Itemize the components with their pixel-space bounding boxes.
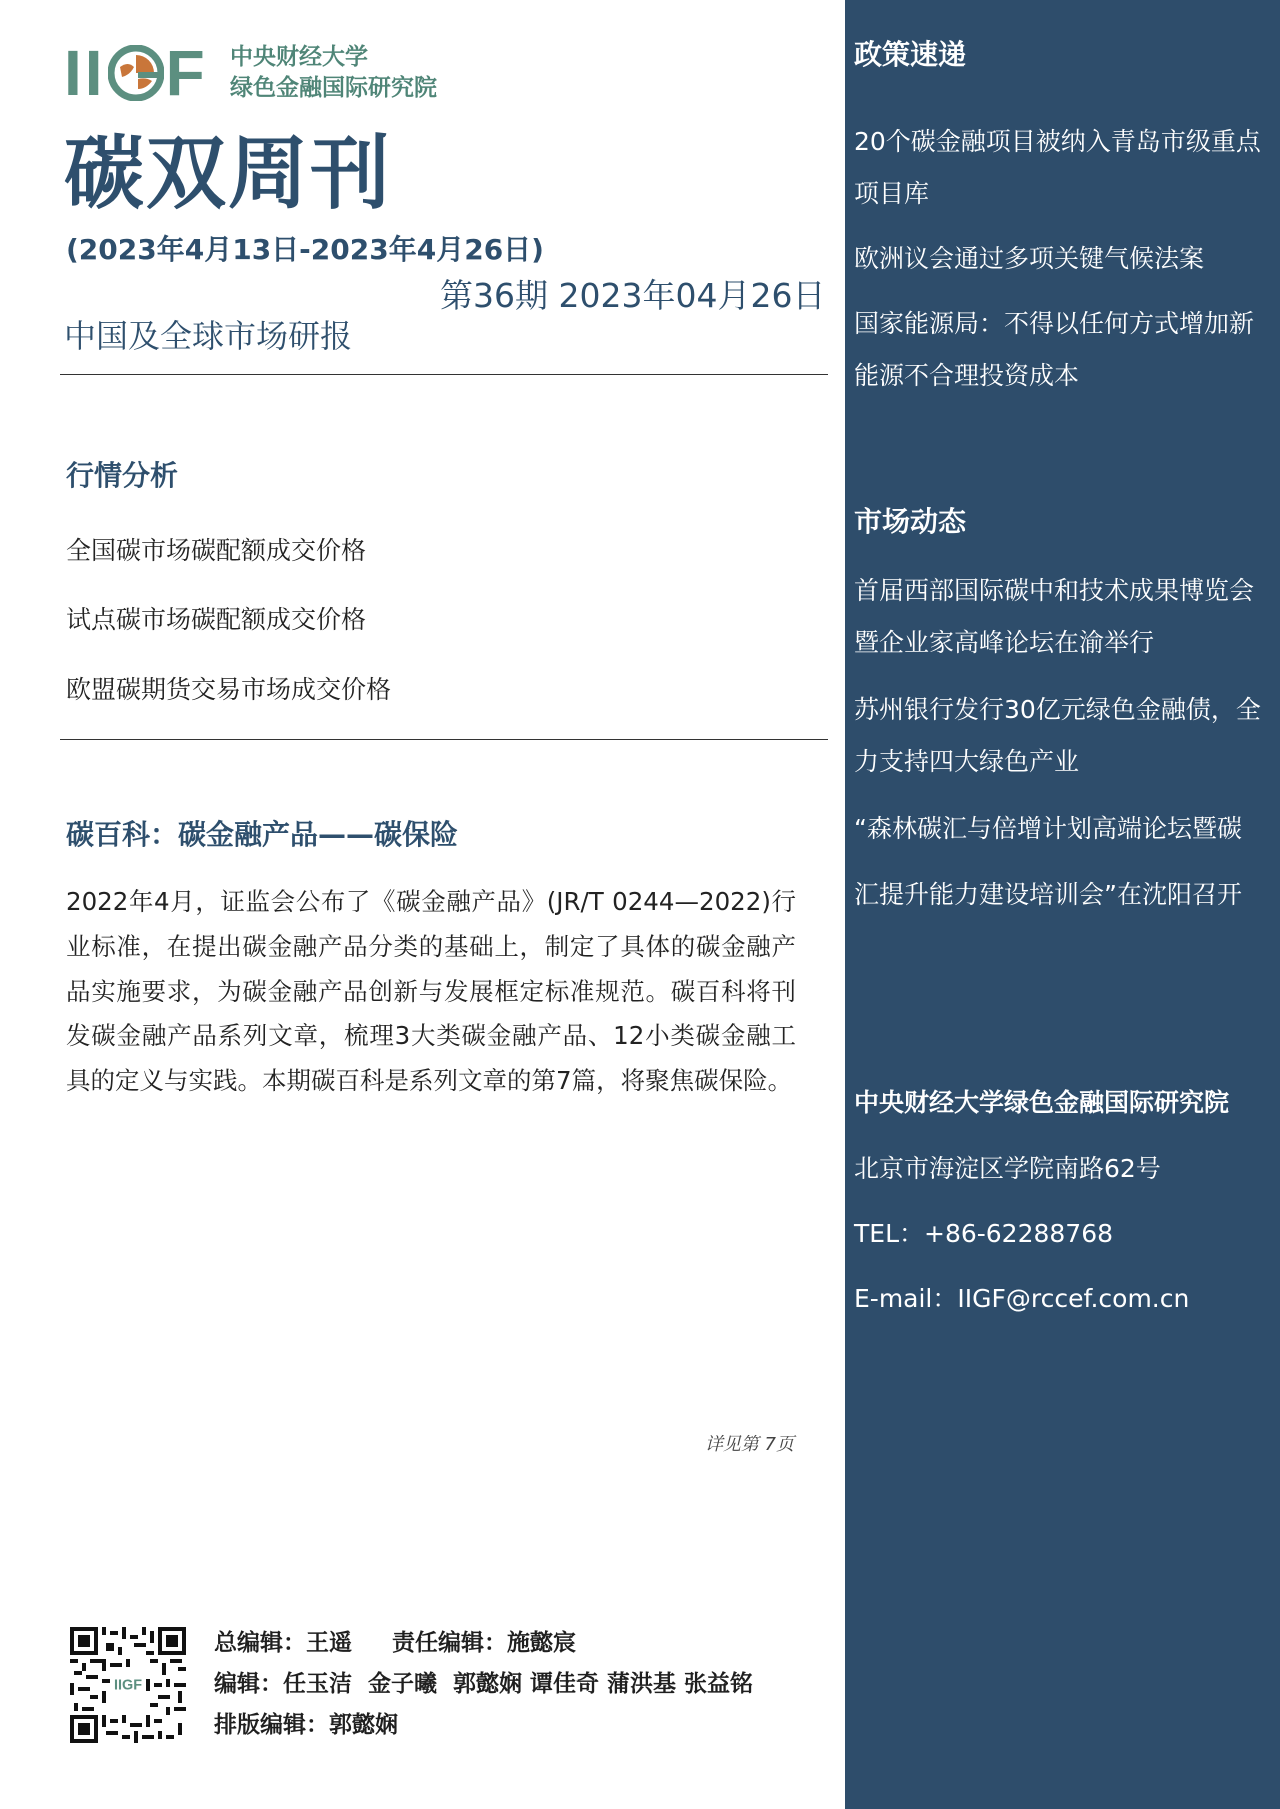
credits-layout-editor: 排版编辑：郭懿娴 (214, 1712, 398, 1738)
policy-news-item[interactable]: 国家能源局：不得以任何方式增加新能源不合理投资成本 (854, 309, 1255, 390)
qr-code-icon (70, 1627, 186, 1743)
logo-org-name (230, 42, 437, 104)
policy-news-item[interactable]: 20个碳金融项目被纳入青岛市级重点项目库 (854, 127, 1261, 208)
logo-letters: II F (64, 37, 208, 109)
encyclopedia-heading: 碳百科：碳金融产品——碳保险 (66, 818, 459, 851)
market-news-heading: 市场动态 (854, 505, 967, 538)
sidebar-tel[interactable]: TEL：+86-62288768 (854, 1219, 1114, 1248)
issue-number: 第36期 2023年04月26日 (440, 276, 826, 315)
market-news-item[interactable]: 首届西部国际碳中和技术成果博览会暨企业家高峰论坛在渝举行 (854, 576, 1255, 657)
market-analysis-heading: 行情分析 (66, 459, 179, 492)
globe-g-icon (108, 45, 164, 101)
market-news-item[interactable]: “森林碳汇与倍增计划高端论坛暨碳汇提升能力建设培训会”在沈阳召开 (854, 814, 1242, 909)
qr-label: IIGF (114, 1677, 142, 1694)
logo-org-line1: 中央财经大学 (230, 44, 368, 70)
credits-editors: 编辑：任玉洁 金子曦 郭懿娴 谭佳奇 蒲洪基 张益铭 (214, 1671, 754, 1697)
market-analysis-item[interactable]: 欧盟碳期货交易市场成交价格 (66, 675, 392, 704)
divider (60, 739, 828, 740)
page-subtitle: 中国及全球市场研报 (64, 317, 353, 355)
sidebar-org-name: 中央财经大学绿色金融国际研究院 (854, 1088, 1230, 1117)
credits-chief-editors: 总编辑：王遥 责任编辑：施懿宸 (214, 1630, 577, 1656)
sidebar-email[interactable]: E-mail：IIGF@rccef.com.cn (854, 1284, 1190, 1313)
market-analysis-item[interactable]: 全国碳市场碳配额成交价格 (66, 536, 367, 565)
market-analysis-item[interactable]: 试点碳市场碳配额成交价格 (66, 605, 367, 634)
see-page-note[interactable]: 详见第 7页 (704, 1434, 794, 1455)
market-news-item[interactable]: 苏州银行发行30亿元绿色金融债，全力支持四大绿色产业 (854, 695, 1261, 776)
policy-heading: 政策速递 (854, 38, 967, 71)
sidebar-address: 北京市海淀区学院南路62号 (854, 1154, 1161, 1183)
policy-news-item[interactable]: 欧洲议会通过多项关键气候法案 (854, 244, 1205, 273)
divider (60, 374, 828, 375)
date-range: (2023年4月13日-2023年4月26日) (66, 233, 544, 266)
encyclopedia-body: 2022年4月，证监会公布了《碳金融产品》(JR/T 0244—2022)行业标准，在提出碳金融产品分类的基础上，制定了具体的碳金融产品实施要求，为碳金融产品创新与发展框定标准规范。碳百科将刊发碳金融产品系列文章，梳理3大类碳金融产品、12小类碳金融工具的定义与实践。本期碳百科是系列文章的第7篇，将聚焦碳保险。 (66, 887, 796, 1096)
page-title: 碳双周刊 (64, 127, 392, 220)
logo-org-line2: 绿色金融国际研究院 (230, 75, 437, 101)
